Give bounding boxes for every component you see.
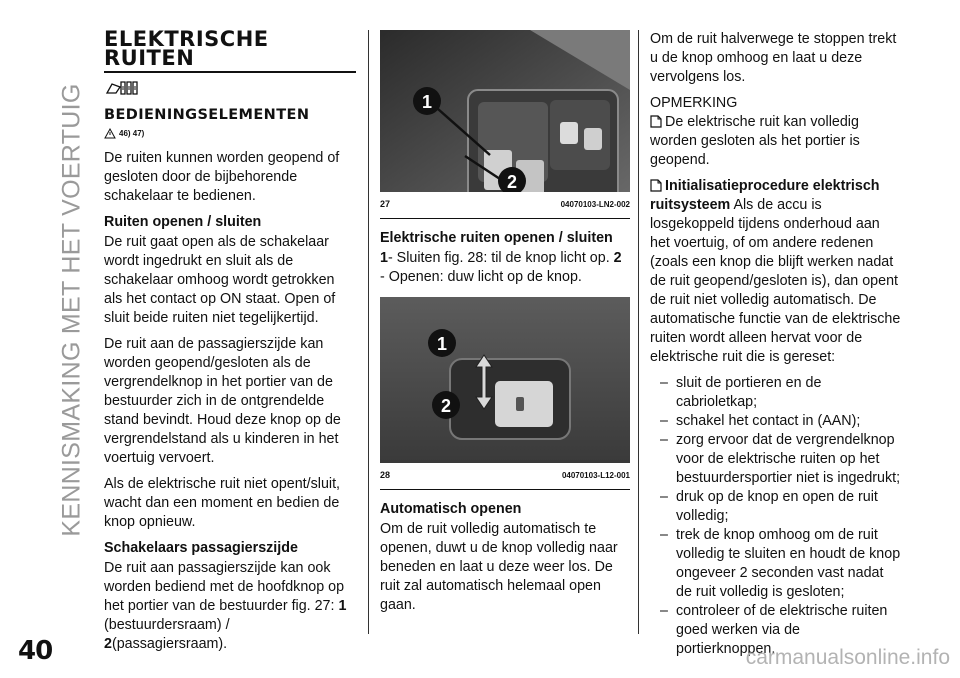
title-rule: [104, 71, 356, 73]
paragraph-retry: Als de elektrische ruit niet opent/sluit, wacht dan een moment en bedien de knop opnieuw.: [104, 476, 341, 530]
figure-27-number: 27: [380, 199, 391, 209]
note-paragraph: De elektrische ruit kan volledig worden gesloten als het portier is geopend.: [650, 114, 860, 168]
list-item: – zorg ervoor dat de vergrendelknop voor de elektrische ruiten op het bestuurdersportier niet is ingedrukt;: [660, 431, 902, 488]
section-heading: BEDIENINGSELEMENTEN: [104, 107, 310, 123]
chapter-side-tab: [52, 30, 92, 590]
list-item: – controleer of de elektrische ruiten goed werken via de portierknoppen.: [660, 602, 902, 659]
step-open: - Openen: duw licht op de knop.: [380, 269, 582, 285]
title-line-1: ELEKTRISCHE: [104, 27, 269, 51]
subheading-auto-open: Automatisch openen: [380, 501, 522, 517]
figure-27-code: 04070103-LN2-002: [560, 200, 630, 209]
list-item: – schakel het contact in (AAN);: [660, 412, 902, 431]
column-1: [104, 27, 356, 661]
init-paragraph: Initialisatieprocedure elektrisch ruitsysteem Als de accu is losgekoppeld tijdens onderhoud aan het voertuig, of om andere redenen (zoals een knop die blijft werken nadat de ruit geopend/gesloten is), dan opent de ruit niet volledig automatisch. De automatische functie van de elektrische ruiten wordt alleen hervat voor de elektrische ruit die is gereset:: [650, 178, 901, 365]
svg-text:2: 2: [506, 172, 518, 192]
list-item: – trek de knop omhoog om de ruit volledig te sluiten en houdt de knop ongeveer 2 seconden vast nadat de ruit volledig is gesloten;: [660, 526, 902, 602]
init-title: Initialisatieprocedure elektrisch ruitsysteem: [650, 178, 880, 213]
intro-paragraph: De ruiten kunnen worden geopend of gesloten door de bijbehorende schakelaar te bedienen.: [104, 150, 340, 204]
figure-27-caption: [380, 195, 630, 219]
column-2: [380, 30, 630, 622]
column-divider-1: [368, 30, 369, 634]
list-item: – druk op de knop en open de ruit volledig;: [660, 488, 902, 526]
warning-refs-text: 46) 47): [119, 129, 145, 138]
chapter-title: KENNISMAKING MET HET VOERTUIG: [57, 83, 86, 537]
paragraph-passenger-lock: De ruit aan de passagierszijde kan worden geopend/gesloten als de vergrendelknop in het portier van de bestuurder zich in de ontgrendelde stand bevindt. Houd deze knop op de vergrendelstand als u kinderen in het voertuig vervoert.: [104, 336, 341, 466]
watermark: carmanualsonline.info: [745, 646, 950, 669]
subheading-passenger-switches: Schakelaars passagierszijde: [104, 540, 298, 556]
init-steps-list: [650, 374, 902, 659]
note-icon: [650, 115, 662, 128]
figure-28-image: [380, 297, 630, 463]
paragraph-passenger-switches: De ruit aan passagierszijde kan ook worden bediend met de hoofdknop op het portier van de bestuurder fig. 27: 1 (bestuurdersraam) / 2(passagiersraam).: [104, 560, 347, 652]
figure-28-caption: [380, 466, 630, 490]
svg-text:1: 1: [421, 92, 433, 112]
step-close: 1- Sluiten fig. 28: til de knop licht op. 2: [380, 250, 622, 266]
svg-text:2: 2: [440, 396, 452, 416]
window-switch-icon: [104, 78, 356, 98]
svg-text:1: 1: [436, 334, 448, 354]
warning-refs: [104, 124, 356, 143]
figure-28-number: 28: [380, 470, 391, 480]
page-number: 40: [18, 636, 53, 666]
note-label: OPMERKING: [650, 95, 738, 111]
subheading-open-close: Ruiten openen / sluiten: [104, 214, 262, 230]
paragraph-open-close: De ruit gaat open als de schakelaar wordt ingedrukt en sluit als de schakelaar omhoog wordt getrokken als het contact op ON staat. Open of sluit beide ruiten niet tegelijkertijd.: [104, 234, 336, 326]
title-line-2: RUITEN: [104, 46, 195, 70]
column-3: [650, 30, 902, 659]
subheading-electric-windows: Elektrische ruiten openen / sluiten: [380, 230, 613, 246]
list-item: – sluit de portieren en de cabrioletkap;: [660, 374, 902, 412]
paragraph-auto-open: Om de ruit volledig automatisch te openen, duwt u de knop volledig naar beneden en laat u deze weer los. De ruit zal automatisch helemaal open gaan.: [380, 521, 618, 613]
figure-27-image: [380, 30, 630, 192]
warning-triangle-icon: [104, 128, 116, 139]
figure-28-code: 04070103-L12-001: [561, 471, 630, 480]
note-icon: [650, 179, 662, 192]
paragraph-stop-halfway: Om de ruit halverwege te stoppen trekt u de knop omhoog en laat u deze vervolgens los.: [650, 31, 897, 85]
column-divider-2: [638, 30, 639, 634]
